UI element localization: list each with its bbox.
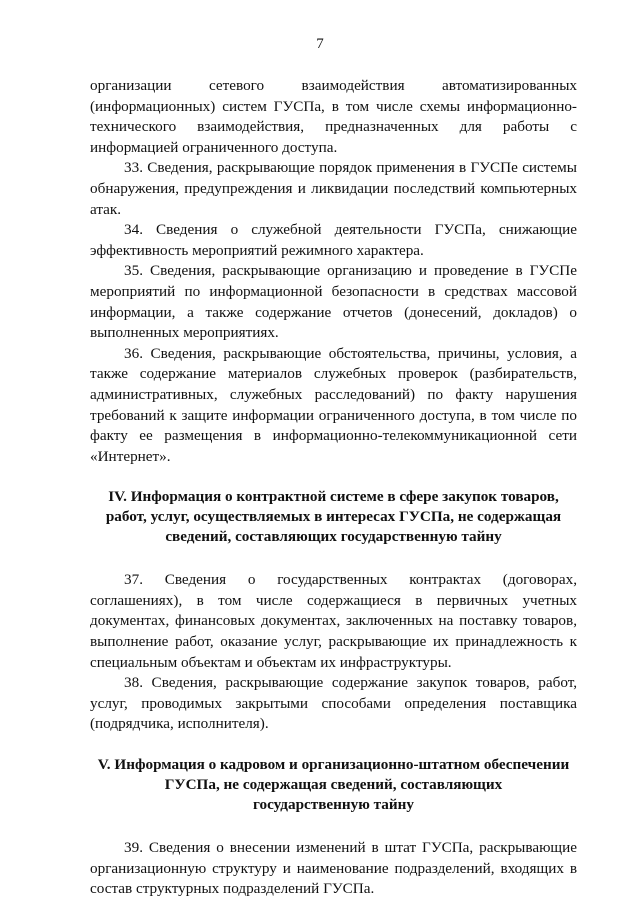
paragraph-33: 33. Сведения, раскрывающие порядок применения в ГУСПе системы обнаружения, предупреждения и ликвидации последствий компьютерных атак.: [90, 159, 577, 218]
paragraph-39: 39. Сведения о внесении изменений в штат ГУСПа, раскрывающие организационную структуру и наименование подразделений, входящих в состав структурных подразделений ГУСПа.: [90, 839, 577, 898]
paragraph-continuation: организации сетевого взаимодействия автоматизированных (информационных) систем ГУСПа, в том числе схемы информационно-технического взаимодействия, предназначенных для работы с информацией ограниченного доступа.: [90, 77, 577, 156]
section-v-heading-line: ГУСПа, не содержащая сведений, составляющих: [164, 776, 503, 794]
section-iv-heading-line: сведений, составляющих государственную тайну: [165, 528, 502, 546]
paragraph-36: 36. Сведения, раскрывающие обстоятельства, причины, условия, а также содержание материалов служебных проверок (разбирательств, административных, служебных расследований) по факту нарушения требований к защите информации ограниченного доступа, в том числе по факту ее размещения в информационно-телекоммуникационной сети «Интернет».: [90, 344, 577, 465]
section-v-heading-line: государственную тайну: [253, 796, 414, 814]
document-body: [90, 76, 577, 900]
section-iv-heading-line: работ, услуг, осуществляемых в интересах ГУСПа, не содержащая: [105, 508, 562, 526]
paragraph-37: 37. Сведения о государственных контрактах (договорах, соглашениях), в том числе содержащиеся в первичных учетных документах, финансовых документах, заключенных на поставку товаров, выполнение работ, оказание услуг, раскрывающие их принадлежность к специальным объектам и объектам их инфраструктуры.: [90, 571, 577, 671]
paragraph-38: 38. Сведения, раскрывающие содержание закупок товаров, работ, услуг, проводимых закрытыми способами определения поставщика (подрядчика, исполнителя).: [90, 674, 577, 733]
paragraph-35: 35. Сведения, раскрывающие организацию и проведение в ГУСПе мероприятий по информационной безопасности в средствах массовой информации, а также содержание отчетов (донесений, докладов) о выполненных мероприятиях.: [90, 262, 577, 342]
page-number: 7: [316, 36, 324, 52]
section-iv-heading-line: IV. Информация о контрактной системе в сфере закупок товаров,: [108, 488, 559, 506]
section-v-heading: [90, 755, 577, 815]
section-v-heading-line: V. Информация о кадровом и организационно-штатном обеспечении: [97, 756, 570, 774]
paragraph-34: 34. Сведения о служебной деятельности ГУСПа, снижающие эффективность мероприятий режимного характера.: [90, 221, 577, 259]
section-iv-heading: [90, 487, 577, 547]
